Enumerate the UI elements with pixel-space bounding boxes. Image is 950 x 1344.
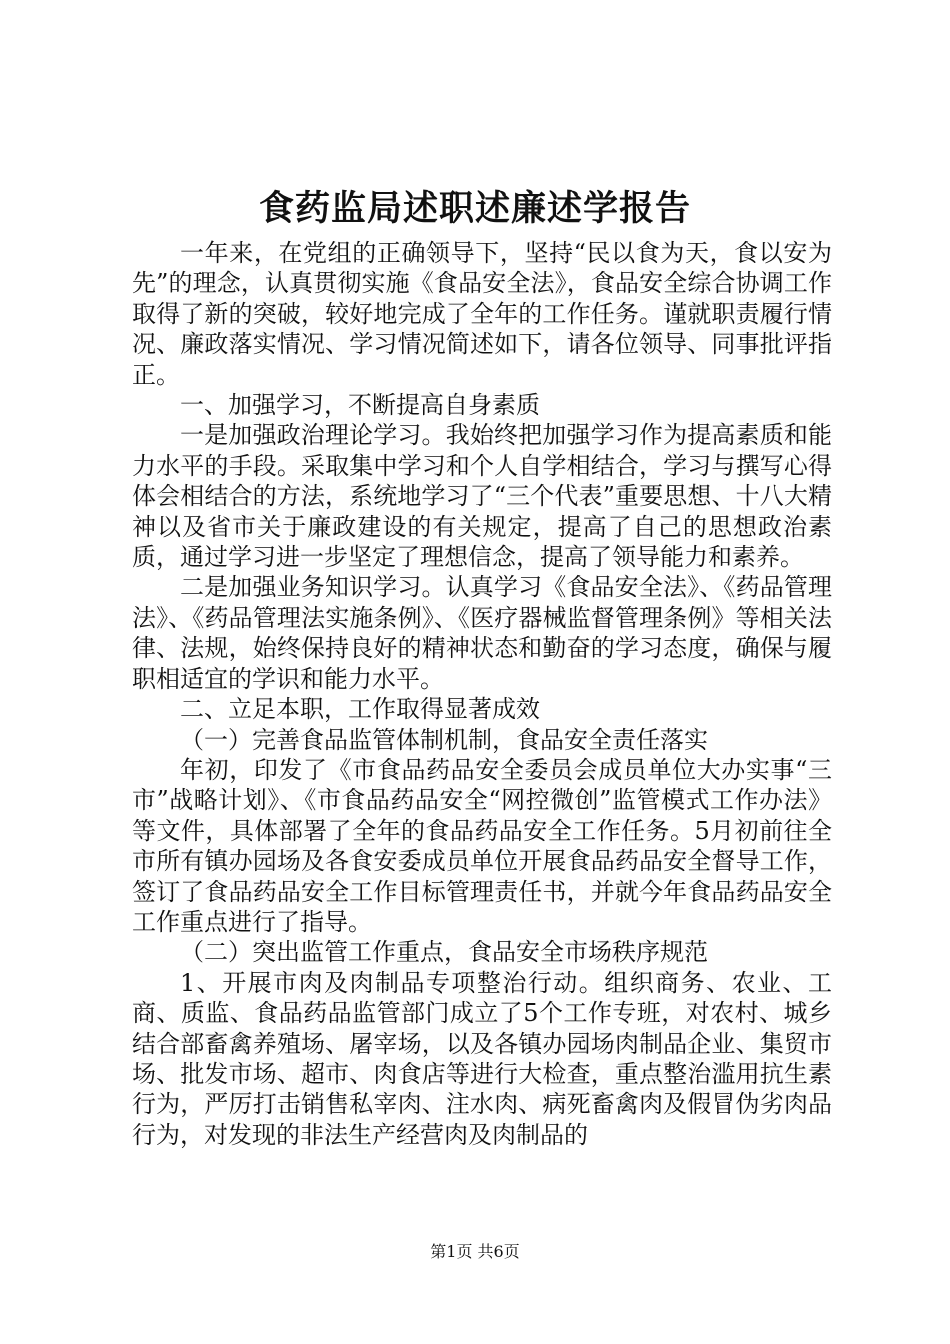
document-title: 食药监局述职述廉述学报告 xyxy=(258,188,691,229)
subheading-2-1: （一）完善食品监管体制机制，食品安全责任落实 xyxy=(180,725,708,754)
subheading-2-2: （二）突出监管工作重点，食品安全市场秩序规范 xyxy=(180,938,708,967)
heading-section-2: 二、立足本职，工作取得显著成效 xyxy=(180,695,540,724)
document-body xyxy=(132,238,832,1150)
paragraph-meat-inspection: 1、开展市肉及肉制品专项整治行动。组织商务、农业、工商、质监、食品药品监管部门成立了5个工作专班，对农村、城乡结合部畜禽养殖场、屠宰场，以及各镇办园场肉制品企业、集贸市场、批发市场、超市、肉食店等进行大检查，重点整治滥用抗生素行为，严厉打击销售私宰肉、注水肉、病死畜禽肉及假冒伪劣肉品行为，对发现的非法生产经营肉及肉制品的 xyxy=(132,968,832,1149)
page-number-footer: 第1页 共6页 xyxy=(430,1242,520,1261)
paragraph-intro: 一年来，在党组的正确领导下，坚持“民以食为天，食以安为先”的理念，认真贯彻实施《食品安全法》，食品安全综合协调工作取得了新的突破，较好地完成了全年的工作任务。谨就职责履行情况、廉政落实情况、学习情况简述如下，请各位领导、同事批评指正。 xyxy=(132,239,832,389)
heading-section-1: 一、加强学习，不断提高自身素质 xyxy=(180,391,540,420)
paragraph-political-study: 一是加强政治理论学习。我始终把加强学习作为提高素质和能力水平的手段。采取集中学习和个人自学相结合，学习与撰写心得体会相结合的方法，系统地学习了“三个代表”重要思想、十八大精神以及省市关于廉政建设的有关规定，提高了自己的思想政治素质，通过学习进一步坚定了理想信念，提高了领导能力和素养。 xyxy=(132,421,832,572)
paragraph-business-study: 二是加强业务知识学习。认真学习《食品安全法》、《药品管理法》、《药品管理法实施条例》、《医疗器械监督管理条例》等相关法律、法规，始终保持良好的精神状态和勤奋的学习态度，确保与履职相适宜的学识和能力水平。 xyxy=(132,573,832,693)
paragraph-annual-plan: 年初，印发了《市食品药品安全委员会成员单位大办实事“三市”战略计划》、《市食品药品安全“网控微创”监管模式工作办法》等文件，具体部署了全年的食品药品安全工作任务。5月初前往全市所有镇办园场及各食安委成员单位开展食品药品安全督导工作，签订了食品药品安全工作目标管理责任书，并就今年食品药品安全工作重点进行了指导。 xyxy=(132,755,832,936)
